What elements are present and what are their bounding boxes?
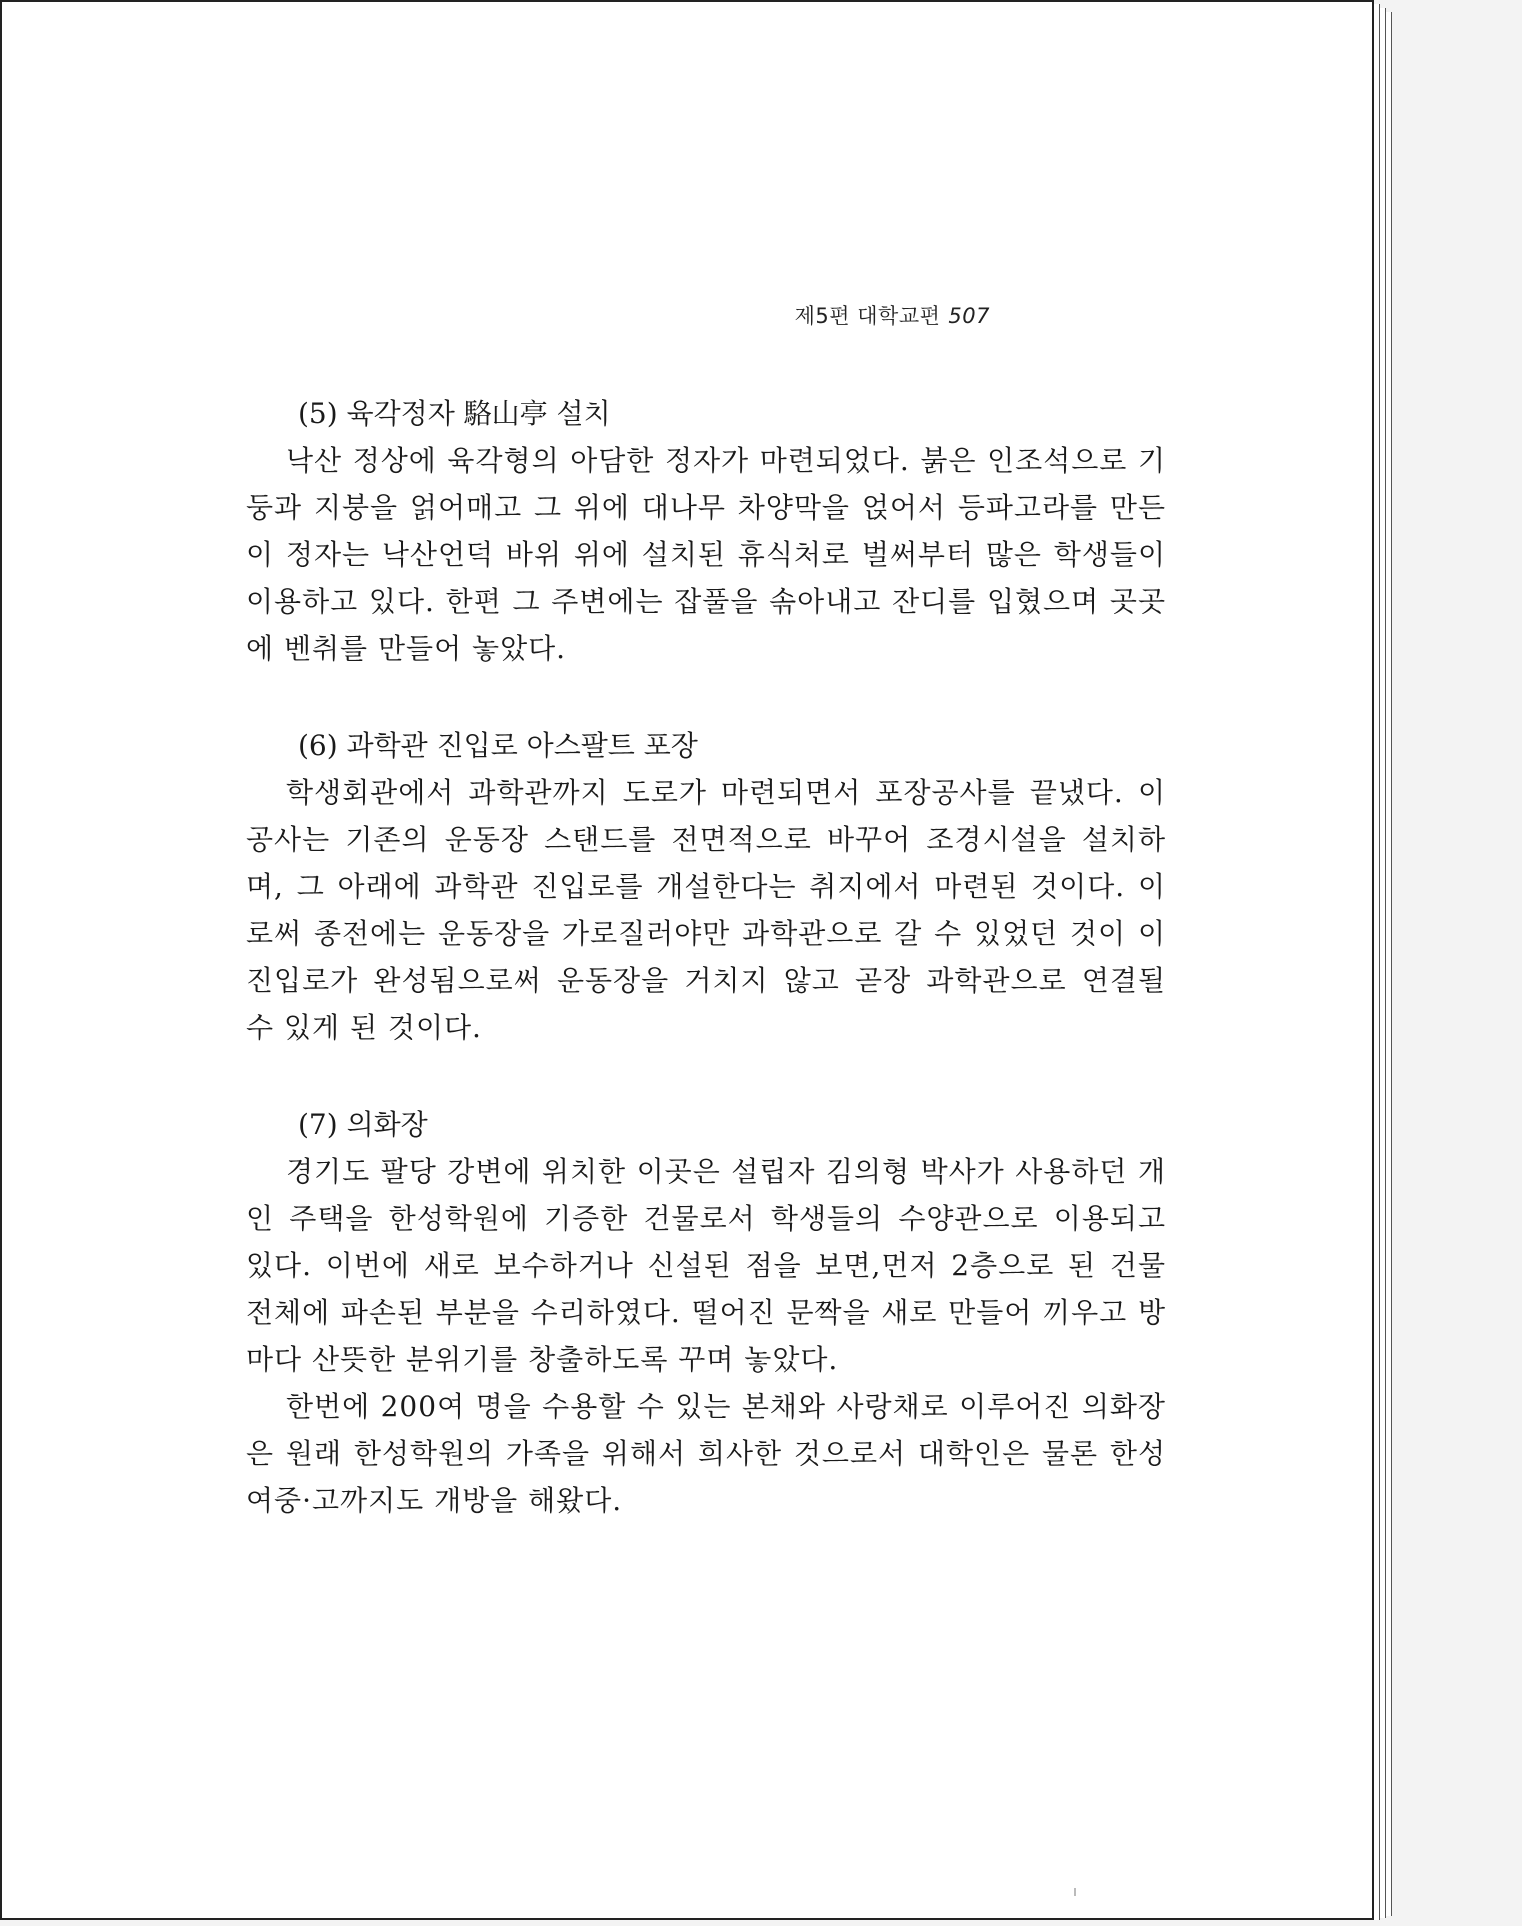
section-title: (6) 과학관 진입로 아스팔트 포장 (298, 729, 698, 762)
paragraph: 경기도 팔당 강변에 위치한 이곳은 설립자 김의형 박사가 사용하던 개인 주택을 한성학원에 기증한 건물로서 학생들의 수양관으로 이용되고 있다. 이번에 새로 보수하거나 신설된 점을 보면,먼저 2층으로 된 건물 전체에 파손된 부분을 수리하였다. 떨어진 문짝을 새로 만들어 끼우고 방마다 산뜻한 분위기를 창출하도록 꾸며 놓았다. (246, 1155, 1166, 1376)
section-7 (246, 1101, 1166, 1524)
section-6 (246, 722, 1166, 1051)
paragraph: 학생회관에서 과학관까지 도로가 마련되면서 포장공사를 끝냈다. 이 공사는 기존의 운동장 스탠드를 전면적으로 바꾸어 조경시설을 설치하며, 그 아래에 과학관 진입로를 개설한다는 취지에서 마련된 것이다. 이로써 종전에는 운동장을 가로질러야만 과학관으로 갈 수 있었던 것이 이 진입로가 완성됨으로써 운동장을 거치지 않고 곧장 과학관으로 연결될 수 있게 된 것이다. (246, 776, 1166, 1044)
paragraph: 한번에 200여 명을 수용할 수 있는 본채와 사랑채로 이루어진 의화장은 원래 한성학원의 가족을 위해서 희사한 것으로서 대학인은 물론 한성여중·고까지도 개방을 해왔다. (246, 1390, 1166, 1517)
paragraph: 낙산 정상에 육각형의 아담한 정자가 마련되었다. 붉은 인조석으로 기둥과 지붕을 얽어매고 그 위에 대나무 차양막을 얹어서 등파고라를 만든 이 정자는 낙산언덕 바위 위에 설치된 휴식처로 벌써부터 많은 학생들이 이용하고 있다. 한편 그 주변에는 잡풀을 솎아내고 잔디를 입혔으며 곳곳에 벤취를 만들어 놓았다. (246, 444, 1166, 665)
scan-mark (1074, 1888, 1076, 1896)
section-5 (246, 390, 1166, 672)
running-header (795, 300, 990, 330)
header-title: 제5편 대학교편 (794, 304, 941, 328)
page-body (246, 390, 1166, 1574)
section-title: (7) 의화장 (298, 1108, 428, 1141)
page-stack-edge (1386, 12, 1392, 1916)
section-title: (5) 육각정자 駱山亭 설치 (298, 397, 611, 430)
page-number: 507 (948, 304, 990, 328)
